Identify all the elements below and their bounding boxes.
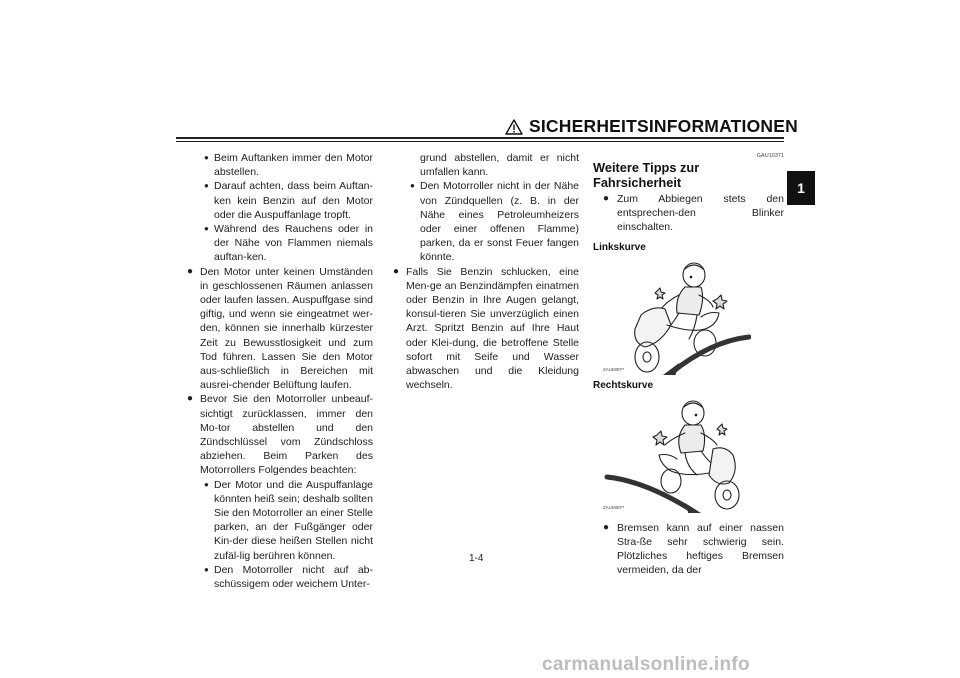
column-1 [187, 151, 373, 591]
bullet-dot-icon: ● [204, 564, 209, 574]
bullet-item: ● Bevor Sie den Motorroller unbeauf-sichtigt zurücklassen, immer den Mo-tor abstellen und den Zündschlüssel vom Zündschloss abziehen. Beim Parken des Motorrollers Folgendes beachten: [187, 393, 373, 477]
sub-bullet: ● Darauf achten, dass beim Auftan-ken kein Benzin auf den Motor oder die Auspuffanlage tropft. [204, 180, 373, 221]
sub-bullet: ● Beim Auftanken immer den Motor abstellen. [204, 152, 373, 179]
bullet-dot-icon: ● [603, 193, 610, 204]
left-curve-label: Linkskurve [593, 241, 646, 253]
bullet-dot-icon: ● [393, 265, 400, 277]
sub-bullet: ● Der Motor und die Auspuffanlage könnten heiß sein; deshalb sollten Sie den Motorroller an einer Stelle parken, an der Fußgänger oder Kin-der diese heißen Stellen nicht zufäl-lig berühren können. [204, 478, 373, 562]
bullet-dot-icon: ● [204, 153, 209, 162]
bullet-item: ● Den Motor unter keinen Umständen in geschlossenen Räumen anlassen oder laufen lassen. Auspuffgase sind giftig, und wenn sie eingeatmet wer-den, können sie innerhalb kürzester Zeit zu Bewusstlosigkeit und zum Tod führen. Lassen Sie den Motor aus-schließlich in Bereichen mit ausrei-chender Belüftung laufen. [187, 265, 373, 392]
bullet-item: ● Falls Sie Benzin schlucken, eine Men-ge an Benzindämpfen einatmen oder Benzin in Ihre Augen gelangt, konsul-tieren Sie unverzüglich einen Arzt. Spritzt Benzin auf Ihre Haut oder Klei-dung, die betroffene Stelle sofort mit Seife und Wasser abwaschen und die Kleidung wechseln. [393, 265, 579, 392]
right-figure-code: ZAUM00** [603, 504, 625, 510]
section-code: GAU10371 [756, 153, 784, 159]
left-figure-code: ZAUM00** [603, 366, 625, 372]
left-curve-scooter-illustration [601, 255, 751, 375]
section-heading: Weitere Tipps zur Fahrsicherheit [593, 160, 700, 190]
page-number: 1-4 [469, 553, 484, 564]
continued-text: grund abstellen, damit er nicht umfallen kann. [420, 152, 579, 179]
sub-bullet: ● Während des Rauchens oder in der Nähe von Flammen niemals auftan-ken. [204, 223, 373, 264]
header-rule [176, 137, 784, 139]
bullet-dot-icon: ● [410, 181, 415, 191]
bullet-dot-icon: ● [187, 265, 194, 277]
bullet-item: ● Zum Abbiegen stets den entsprechen-den Blinker einschalten. [603, 193, 784, 234]
chapter-tab [787, 171, 815, 205]
bullet-dot-icon: ● [204, 479, 209, 489]
watermark: carmanualsonline.info [542, 654, 750, 675]
right-curve-label: Rechtskurve [593, 379, 654, 391]
column-2 [393, 151, 579, 392]
chapter-tab-label: 1 [797, 180, 805, 196]
bullet-dot-icon: ● [204, 224, 209, 234]
warning-triangle-icon [505, 119, 523, 135]
right-curve-scooter-illustration [601, 393, 751, 513]
page-header [505, 116, 798, 137]
bullet-dot-icon: ● [187, 393, 194, 405]
bullet-dot-icon: ● [603, 521, 610, 533]
bullet-item: ● Bremsen kann auf einer nassen Stra-ße sehr schwierig sein. Plötzliches heftiges Bremsen vermeiden, da der [603, 521, 784, 577]
column-3 [593, 151, 784, 577]
sub-bullet: ● Den Motorroller nicht in der Nähe von Zündquellen (z. B. in der Nähe eines Petroleumheizers oder einer offenen Flamme) parken, da er sonst Feuer fangen könnte. [410, 180, 579, 264]
bullet-dot-icon: ● [204, 181, 209, 191]
header-title: SICHERHEITSINFORMATIONEN [529, 116, 798, 136]
sub-bullet: ● Den Motorroller nicht auf ab-schüssigem oder weichem Unter- [204, 563, 373, 591]
header-rule-thin [176, 141, 784, 142]
